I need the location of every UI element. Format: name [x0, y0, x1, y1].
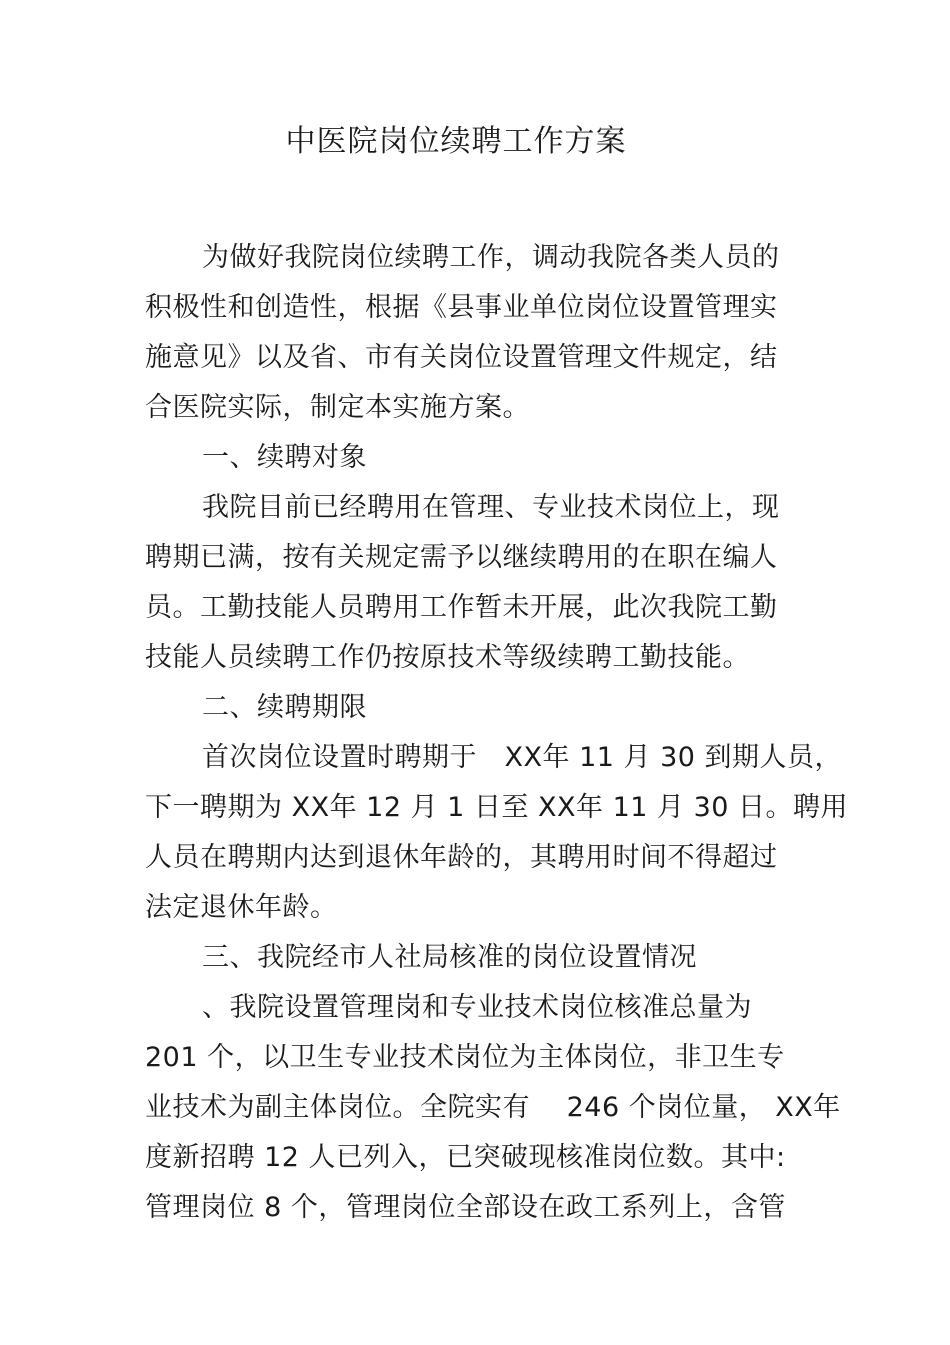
section-heading: 二、续聘期限 — [202, 692, 367, 723]
paragraph-line: 首次岗位设置时聘期于 XX年 11 月 30 到期人员， — [202, 742, 843, 773]
paragraph-line: 积极性和创造性，根据《县事业单位岗位设置管理实 — [145, 292, 778, 323]
paragraph-line: 我院目前已经聘用在管理、专业技术岗位上，现 — [202, 492, 780, 523]
paragraph-line: 聘期已满，按有关规定需予以继续聘用的在职在编人 — [145, 542, 778, 573]
paragraph-line: 员。工勤技能人员聘用工作暂未开展，此次我院工勤 — [145, 592, 778, 623]
paragraph-line: 下一聘期为 XX年 12 月 1 日至 XX年 11 月 30 日。聘用 — [145, 792, 849, 823]
paragraph-line: 、我院设置管理岗和专业技术岗位核准总量为 — [202, 992, 752, 1023]
paragraph-line: 技能人员续聘工作仍按原技术等级续聘工勤技能。 — [145, 642, 750, 673]
paragraph-line: 法定退休年龄。 — [145, 892, 338, 923]
paragraph-line: 度新招聘 12 人已列入，已突破现核准岗位数。其中: — [145, 1142, 786, 1173]
document-title: 中医院岗位续聘工作方案 — [285, 124, 627, 159]
paragraph-line: 为做好我院岗位续聘工作，调动我院各类人员的 — [202, 242, 780, 273]
paragraph-line: 人员在聘期内达到退休年龄的，其聘用时间不得超过 — [145, 842, 778, 873]
paragraph-line: 201 个，以卫生专业技术岗位为主体岗位，非卫生专 — [145, 1042, 785, 1073]
paragraph-line: 管理岗位 8 个，管理岗位全部设在政工系列上，含管 — [145, 1192, 786, 1223]
section-heading: 一、续聘对象 — [202, 442, 367, 473]
paragraph-line: 合医院实际，制定本实施方案。 — [145, 392, 530, 423]
paragraph-line: 施意见》以及省、市有关岗位设置管理文件规定，结 — [145, 342, 778, 373]
paragraph-line: 业技术为副主体岗位。全院实有 246 个岗位量， XX年 — [145, 1092, 841, 1123]
section-heading: 三、我院经市人社局核准的岗位设置情况 — [202, 942, 697, 973]
